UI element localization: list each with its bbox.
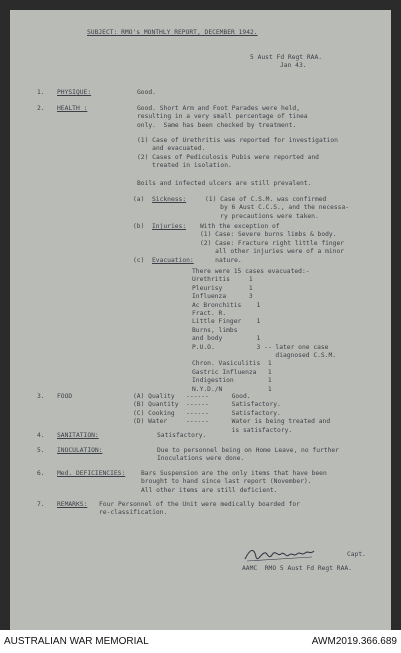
section-4-text: Satisfactory. [157,432,207,439]
sickness-text: (1) Case of C.S.M. was confirmed by 6 Aust C.C.S., and the necessa- ry precautions were taken. [205,196,350,220]
section-7-number: 7. [37,501,45,508]
section-4-label: SANITATION: [57,432,99,439]
evacuation-label: Evacuation: [152,257,194,264]
section-7-text: Four Personnel of the Unit were medically boarded for re-classification. [99,501,300,517]
section-2-intro: Good. Short Arm and Foot Parades were held, resulting in a very small percentage of tinea only. Same has been checked by treatment. [137,105,308,129]
footer-institution: AUSTRALIAN WAR MEMORIAL [4,636,149,647]
handwritten-signature [242,543,318,567]
section-6-number: 6. [37,470,45,477]
report-date: Jan 43. [280,62,307,69]
section-2-boils: Boils and infected ulcers are still prevalent. [137,180,312,187]
footer-accession-number: AWM2019.366.689 [311,636,397,647]
section-5-label: INOCULATION: [57,447,103,454]
document-page [10,10,391,630]
evacuation-list: There were 15 cases evacuated:- Urethritis 1 Pleurisy 1 Influenza 3 Ac Bronchitis 1 Fract. R. Little Finger 1 Burns, limbs and body 1 P.U.O. 3 -- later one case diagnosed C.S.M. Chron. Vasiculitis 1 Gastric Influenza 1 Indigestion 1 N.Y.D./N 1 [192,268,337,393]
unit-name: 5 Aust Fd Regt RAA. [250,54,323,61]
injuries-text: With the exception of (1) Case: Severe burns limbs & body. (2) Case: Fracture right little finger all other injuries were of a minor nature. [200,223,345,264]
section-4-number: 4. [37,432,45,439]
signature-line: AAMC RMO 5 Aust Fd Regt RAA. [242,565,352,572]
section-1-number: 1. [37,89,45,96]
injuries-prefix: (b) [133,223,145,230]
section-2-point-1: (1) Case of Urethritis was reported for investigation and evacuated. [137,137,338,153]
injuries-label: Injuries: [152,223,187,230]
section-2-point-2: (2) Cases of Pediculosis Pubis were reported and treated in isolation. [137,154,319,170]
section-3-text: (A) Quality ------ Good. (B) Quantity ------ Satisfactory. (C) Cooking ------ Satisfactory. (D) Water ------ Water is being treated and is satisfactory. [133,393,331,434]
section-5-number: 5. [37,447,45,454]
subject-line: SUBJECT: RMO's MONTHLY REPORT, DECEMBER 1942. [87,29,258,36]
section-2-label: HEALTH : [57,105,88,112]
section-3-number: 3. [37,393,45,400]
signature-rank: Capt. [347,551,366,558]
section-3-label: FOOD [57,393,73,400]
section-7-label: REMARKS: [57,501,88,508]
section-5-text: Due to personnel being on Home Leave, no further Inoculations were done. [157,447,339,463]
sickness-label: Sickness: [152,196,187,203]
section-1-text: Good. [137,89,156,96]
section-1-label: PHYSIQUE: [57,89,92,96]
section-6-label: Med. DEFICIENCIES: [57,470,126,477]
section-2-number: 2. [37,105,45,112]
sickness-prefix: (a) [133,196,145,203]
evacuation-prefix: (c) [133,257,145,264]
footer-bar [0,630,401,653]
section-6-text: Bars Suspension are the only items that have been brought to hand since last report (November). All other items are still deficient. [141,470,327,494]
